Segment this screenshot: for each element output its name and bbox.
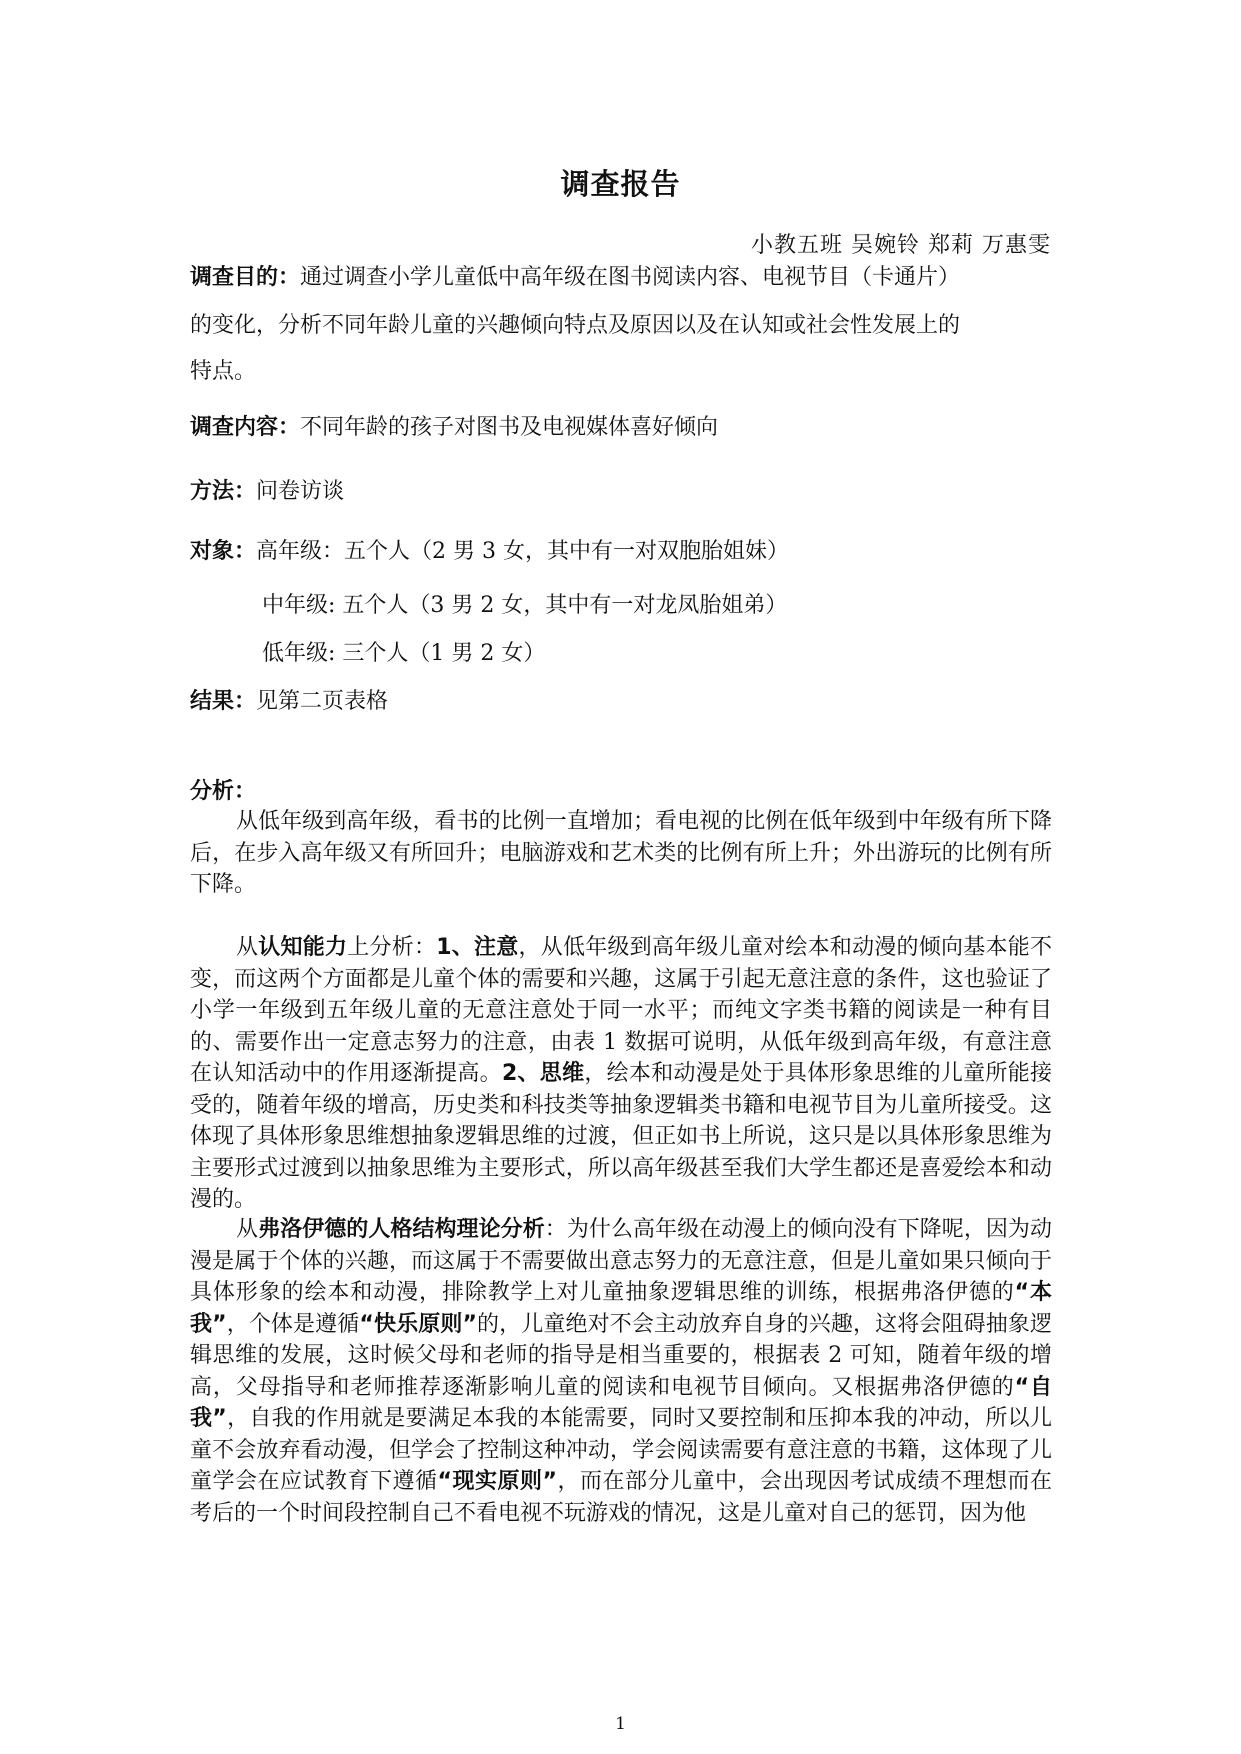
ego-term: “自我” bbox=[190, 1374, 1052, 1431]
method-line bbox=[190, 474, 344, 505]
analysis-paragraph-3: 从弗洛伊德的人格结构理论分析：为什么高年级在动漫上的倾向没有下降呢，因为动漫是属于个体的兴趣，而这属于不需要做出意志努力的无意注意，但是儿童如果只倾向于具体形象的绘本和动漫，排除教学上对儿童抽象逻辑思维的训练，根据弗洛伊德的“本我”，个体是遵循“快乐原则”的，儿童绝对不会主动放弃自身的兴趣，这将会阻碍抽象逻辑思维的发展，这时候父母和老师的指导是相当重要的，根据表 2 可知，随着年级的增高，父母指导和老师推荐逐渐影响儿童的阅读和电视节目倾向。又根据弗洛伊德的“自我”，自我的作用就是要满足本我的本能需要，同时又要控制和压抑本我的冲动，所以儿童不会放弃看动漫，但学会了控制这种冲动，学会阅读需要有意注意的书籍，这体现了儿童学会在应试教育下遵循“现实原则”，而在部分儿童中，会出现因考试成绩不理想而在考后的一个时间段控制自己不看电视不玩游戏的情况，这是儿童对自己的惩罚，因为他 bbox=[190, 1217, 1052, 1526]
purpose-line-1 bbox=[190, 260, 960, 291]
purpose-line-2: 的变化，分析不同年龄儿童的兴趣倾向特点及原因以及在认知或社会性发展上的 bbox=[190, 313, 961, 338]
purpose-line-3: 特点。 bbox=[190, 359, 257, 384]
id-term: “本我” bbox=[190, 1280, 1052, 1337]
pleasure-principle-term: “快乐原则” bbox=[359, 1311, 477, 1337]
method-label: 方法： bbox=[190, 479, 257, 504]
thinking-term: 2、思维 bbox=[501, 1061, 585, 1086]
report-title: 调查报告 bbox=[560, 167, 681, 201]
content-line bbox=[190, 410, 718, 441]
subjects-line-high bbox=[190, 534, 789, 565]
analysis-paragraph-1: 从低年级到高年级，看书的比例一直增加；看电视的比例在低年级到中年级有所下降后，在步入高年级又有所回升；电脑游戏和艺术类的比例有所上升；外出游玩的比例有所下降。 bbox=[190, 809, 1052, 897]
result-text: 见第二页表格 bbox=[256, 689, 389, 714]
subjects-mid: 中年级: 五个人（3 男 2 女，其中有一对龙凤胎姐弟） bbox=[262, 593, 788, 618]
analysis-paragraph-2: 从认知能力上分析：1、注意，从低年级到高年级儿童对绘本和动漫的倾向基本能不变，而这两个方面都是儿童个体的需要和兴趣，这属于引起无意注意的条件，这也验证了小学一年级到五年级儿童的无意注意处于同一水平；而纯文字类书籍的阅读是一种有目的、需要作出一定意志努力的注意，由表 1 数据可说明，从低年级到高年级，有意注意在认知活动中的作用逐渐提高。2、思维，绘本和动漫是处于具体形象思维的儿童所能接受的，随着年级的增高，历史类和科技类等抽象逻辑类书籍和电视节目为儿童所接受。这体现了具体形象思维想抽象逻辑思维的过渡，但正如书上所说，这只是以具体形象思维为主要形式过渡到以抽象思维为主要形式，所以高年级甚至我们大学生都还是喜爱绘本和动漫的。 bbox=[190, 935, 1052, 1212]
subjects-high: 高年级：五个人（2 男 3 女，其中有一对双胞胎姐妹） bbox=[256, 539, 789, 564]
subjects-label: 对象： bbox=[190, 539, 257, 564]
result-label: 结果： bbox=[190, 689, 257, 714]
purpose-text-1: 通过调查小学儿童低中高年级在图书阅读内容、电视节目（卡通片） bbox=[300, 265, 961, 290]
result-line bbox=[190, 684, 388, 715]
content-text: 不同年龄的孩子对图书及电视媒体喜好倾向 bbox=[300, 415, 719, 440]
page-number: 1 bbox=[615, 1714, 626, 1734]
analysis-label: 分析： bbox=[190, 779, 257, 804]
attention-term: 1、注意 bbox=[436, 935, 519, 960]
content-label: 调查内容： bbox=[190, 415, 301, 440]
freud-theory-term: 弗洛伊德的人格结构理论分析 bbox=[258, 1217, 545, 1242]
subjects-low: 低年级: 三个人（1 男 2 女） bbox=[262, 641, 546, 666]
reality-principle-term: “现实原则” bbox=[437, 1469, 557, 1494]
purpose-label: 调查目的： bbox=[190, 265, 301, 290]
cognitive-ability-term: 认知能力 bbox=[258, 935, 348, 960]
method-text: 问卷访谈 bbox=[256, 479, 345, 504]
authors: 小教五班 吴婉铃 郑莉 万惠雯 bbox=[751, 233, 1051, 258]
